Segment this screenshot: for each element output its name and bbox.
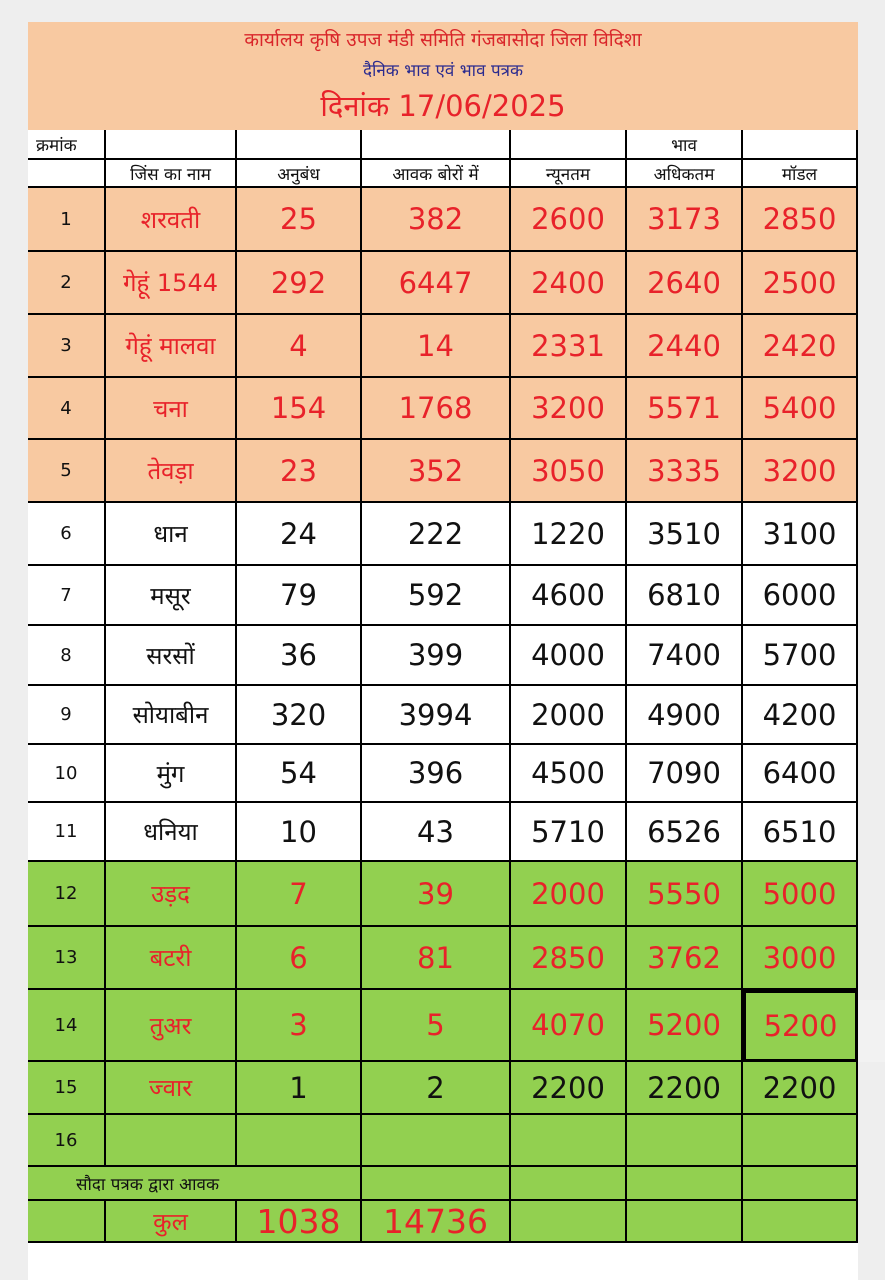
- row-modal: 4200: [743, 686, 858, 745]
- row-modal: 6400: [743, 745, 858, 803]
- footer-empty-cell: [627, 1201, 743, 1243]
- row-contract: 7: [237, 862, 362, 927]
- row-contract: 10: [237, 803, 362, 862]
- row-commodity: सरसों: [106, 626, 237, 686]
- header-price-group: भाव: [627, 130, 743, 160]
- row-arrival: 14: [362, 315, 511, 378]
- row-serial: 16: [28, 1115, 106, 1167]
- row-serial: 5: [28, 440, 106, 503]
- header-commodity: जिंस का नाम: [106, 160, 237, 188]
- row-serial: 4: [28, 378, 106, 440]
- row-min: 4000: [511, 626, 627, 686]
- row-arrival: 5: [362, 990, 511, 1062]
- row-arrival: 352: [362, 440, 511, 503]
- office-title: कार्यालय कृषि उपज मंडी समिति गंजबासोदा जिला विदिशा: [244, 29, 642, 51]
- row-contract: [237, 1115, 362, 1167]
- row-commodity: मसूर: [106, 566, 237, 626]
- row-modal: 5000: [743, 862, 858, 927]
- row-min: 2000: [511, 686, 627, 745]
- row-serial: 10: [28, 745, 106, 803]
- row-max: 7400: [627, 626, 743, 686]
- header-max: अधिकतम: [627, 160, 743, 188]
- row-contract: 320: [237, 686, 362, 745]
- row-max: 7090: [627, 745, 743, 803]
- row-max: 4900: [627, 686, 743, 745]
- row-commodity: सोयाबीन: [106, 686, 237, 745]
- header-empty-cell: [511, 130, 627, 160]
- row-modal: 2850: [743, 188, 858, 252]
- row-modal: 5200: [743, 990, 858, 1062]
- row-commodity: गेहूं मालवा: [106, 315, 237, 378]
- row-min: 4500: [511, 745, 627, 803]
- sheet-header: [28, 22, 858, 130]
- header-min: न्यूनतम: [511, 160, 627, 188]
- row-arrival: 39: [362, 862, 511, 927]
- row-min: 5710: [511, 803, 627, 862]
- row-serial: 3: [28, 315, 106, 378]
- footer-empty-cell: [627, 1167, 743, 1201]
- header-empty-cell: [362, 130, 511, 160]
- row-contract: 79: [237, 566, 362, 626]
- row-max: 5550: [627, 862, 743, 927]
- row-arrival: 382: [362, 188, 511, 252]
- row-max: 2440: [627, 315, 743, 378]
- row-min: 1220: [511, 503, 627, 566]
- row-commodity: तेवड़ा: [106, 440, 237, 503]
- row-min: 3200: [511, 378, 627, 440]
- row-contract: 23: [237, 440, 362, 503]
- row-arrival: 43: [362, 803, 511, 862]
- row-modal: 2200: [743, 1062, 858, 1115]
- row-arrival: 399: [362, 626, 511, 686]
- row-contract: 6: [237, 927, 362, 990]
- row-max: 5200: [627, 990, 743, 1062]
- row-arrival: 81: [362, 927, 511, 990]
- row-max: 2200: [627, 1062, 743, 1115]
- header-arrival: आवक बोरों में: [362, 160, 511, 188]
- row-arrival: 6447: [362, 252, 511, 315]
- row-arrival: [362, 1115, 511, 1167]
- row-serial: 1: [28, 188, 106, 252]
- row-commodity: ज्वार: [106, 1062, 237, 1115]
- row-contract: 154: [237, 378, 362, 440]
- row-serial: 2: [28, 252, 106, 315]
- row-min: 2000: [511, 862, 627, 927]
- background-strip: [858, 1000, 885, 1062]
- header-modal: मॉडल: [743, 160, 858, 188]
- row-arrival: 1768: [362, 378, 511, 440]
- row-max: 3510: [627, 503, 743, 566]
- row-modal: 5400: [743, 378, 858, 440]
- row-max: 6526: [627, 803, 743, 862]
- row-arrival: 222: [362, 503, 511, 566]
- sheet-subtitle: दैनिक भाव एवं भाव पत्रक: [362, 61, 524, 81]
- footer-empty-cell: [743, 1167, 858, 1201]
- row-serial: 6: [28, 503, 106, 566]
- row-commodity: बटरी: [106, 927, 237, 990]
- row-modal: 3000: [743, 927, 858, 990]
- row-serial: 11: [28, 803, 106, 862]
- total-label: कुल: [106, 1201, 237, 1243]
- row-commodity: धान: [106, 503, 237, 566]
- row-arrival: 396: [362, 745, 511, 803]
- row-commodity: धनिया: [106, 803, 237, 862]
- row-min: 2600: [511, 188, 627, 252]
- row-modal: 2500: [743, 252, 858, 315]
- header-contract: अनुबंध: [237, 160, 362, 188]
- row-modal: 3200: [743, 440, 858, 503]
- row-modal: 3100: [743, 503, 858, 566]
- row-contract: 25: [237, 188, 362, 252]
- total-contract: 1038: [237, 1201, 362, 1243]
- row-max: 2640: [627, 252, 743, 315]
- row-commodity: [106, 1115, 237, 1167]
- row-arrival: 3994: [362, 686, 511, 745]
- row-commodity: उड़द: [106, 862, 237, 927]
- row-modal: 6510: [743, 803, 858, 862]
- row-min: 2400: [511, 252, 627, 315]
- footer-empty-cell: [362, 1167, 511, 1201]
- sheet-date: दिनांक 17/06/2025: [320, 89, 566, 123]
- row-serial: 15: [28, 1062, 106, 1115]
- row-serial: 8: [28, 626, 106, 686]
- footer-empty-cell: [28, 1201, 106, 1243]
- footer-empty-cell: [743, 1201, 858, 1243]
- header-empty-cell: [106, 130, 237, 160]
- row-commodity: शरवती: [106, 188, 237, 252]
- row-serial: 9: [28, 686, 106, 745]
- row-arrival: 2: [362, 1062, 511, 1115]
- row-commodity: मुंग: [106, 745, 237, 803]
- footer-empty-cell: [511, 1201, 627, 1243]
- header-empty-cell: [743, 130, 858, 160]
- price-sheet: [28, 22, 858, 1280]
- row-max: 3762: [627, 927, 743, 990]
- row-modal: 2420: [743, 315, 858, 378]
- row-max: 5571: [627, 378, 743, 440]
- total-arrival: 14736: [362, 1201, 511, 1243]
- row-commodity: चना: [106, 378, 237, 440]
- footer-note: सौदा पत्रक द्वारा आवक: [28, 1167, 362, 1201]
- row-contract: 292: [237, 252, 362, 315]
- row-contract: 4: [237, 315, 362, 378]
- row-max: 3173: [627, 188, 743, 252]
- row-modal: 6000: [743, 566, 858, 626]
- row-min: 4070: [511, 990, 627, 1062]
- row-modal: [743, 1115, 858, 1167]
- row-min: [511, 1115, 627, 1167]
- row-contract: 24: [237, 503, 362, 566]
- row-modal: 5700: [743, 626, 858, 686]
- row-serial: 13: [28, 927, 106, 990]
- row-contract: 1: [237, 1062, 362, 1115]
- row-serial: 12: [28, 862, 106, 927]
- row-min: 2200: [511, 1062, 627, 1115]
- footer-empty-cell: [511, 1167, 627, 1201]
- row-min: 3050: [511, 440, 627, 503]
- row-min: 2331: [511, 315, 627, 378]
- row-commodity: गेहूं 1544: [106, 252, 237, 315]
- row-serial: 7: [28, 566, 106, 626]
- header-empty-cell: [28, 160, 106, 188]
- row-max: [627, 1115, 743, 1167]
- row-serial: 14: [28, 990, 106, 1062]
- row-commodity: तुअर: [106, 990, 237, 1062]
- header-serial: क्रमांक: [28, 130, 106, 160]
- row-max: 6810: [627, 566, 743, 626]
- row-contract: 36: [237, 626, 362, 686]
- row-contract: 54: [237, 745, 362, 803]
- row-min: 4600: [511, 566, 627, 626]
- header-empty-cell: [237, 130, 362, 160]
- row-arrival: 592: [362, 566, 511, 626]
- row-max: 3335: [627, 440, 743, 503]
- row-min: 2850: [511, 927, 627, 990]
- row-contract: 3: [237, 990, 362, 1062]
